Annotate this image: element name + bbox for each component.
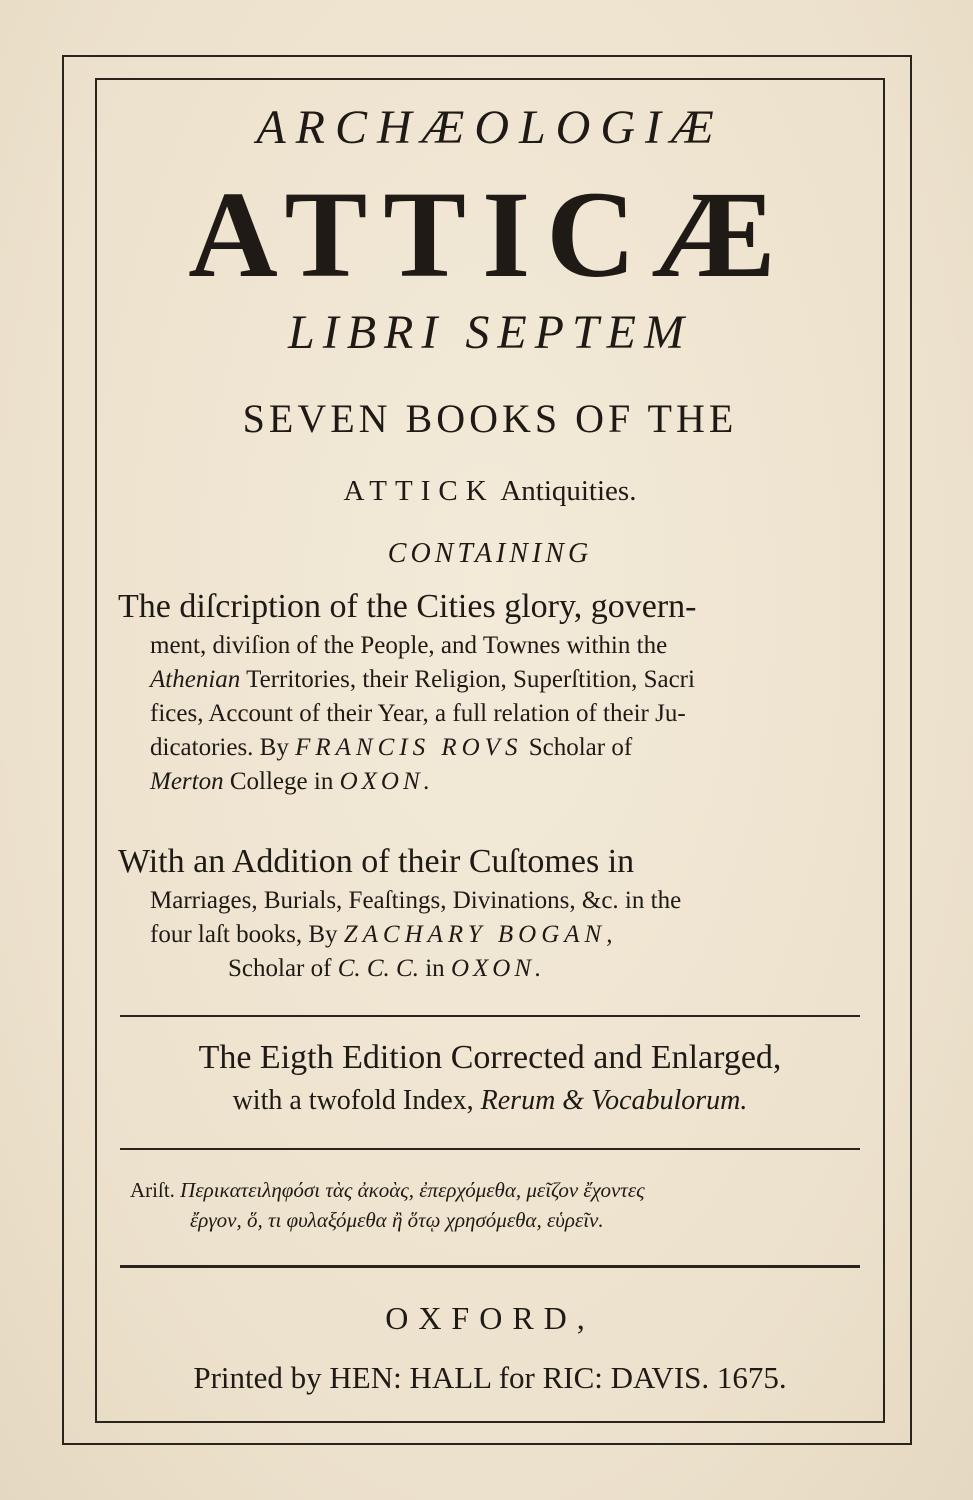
description-line-5 xyxy=(118,731,878,765)
description-line-2: ment, diviſion of the People, and Townes within the xyxy=(150,632,668,659)
oxon-word: OXON. xyxy=(339,768,434,795)
description-line-3 xyxy=(118,663,878,697)
addition-line-3 xyxy=(118,918,878,952)
athenian-word: Athenian xyxy=(150,666,241,693)
oxon-word-2: OXON. xyxy=(450,955,546,982)
addition-lead: With an Addition of their Cuſtomes in xyxy=(118,843,635,880)
description-line-4: fices, Account of their Year, a full relation of their Ju- xyxy=(150,700,686,727)
greek-quotation xyxy=(130,1175,860,1235)
subtitle-line-2 xyxy=(100,475,880,508)
author-francis-rous: FRANCIS ROVS xyxy=(295,734,523,761)
addition-line-2: Marriages, Burials, Feaſtings, Divinations, &c. in the xyxy=(150,887,682,914)
imprint-printer: Printed by HEN: HALL for RIC: DAVIS. 1675. xyxy=(193,1360,787,1395)
college-ccc: C. C. C. xyxy=(337,955,419,982)
description-lead: The diſcription of the Cities glory, govern- xyxy=(118,588,697,625)
title-line-2: ATTICÆ xyxy=(188,166,792,303)
subtitle-antiquities: Antiquities. xyxy=(500,475,637,507)
description-line-6 xyxy=(118,765,878,799)
quote-line-1-text: Περικατειληφόσι τὰς ἀκοὰς, ἐπερχόμεθα, μεῖζον ἔχοντες xyxy=(180,1178,645,1202)
addition-line-4-pre: Scholar of xyxy=(228,955,332,982)
containing-heading: CONTAINING xyxy=(387,538,593,569)
addition-line-3-pre: four laſt books, By xyxy=(150,921,338,948)
quote-attribution: Ariſt. xyxy=(130,1178,175,1202)
title-line-1: ARCHÆOLOGIÆ xyxy=(256,101,724,154)
rule-1 xyxy=(120,1015,860,1017)
subtitle-attick: ATTICK xyxy=(343,475,495,507)
merton-word: Merton xyxy=(150,768,224,795)
title-line-3: LIBRI SEPTEM xyxy=(288,306,692,359)
rule-3 xyxy=(120,1265,860,1268)
addition-line-4-mid: in xyxy=(425,955,445,982)
description-line-5-post: Scholar of xyxy=(528,734,633,761)
quote-line-1 xyxy=(130,1175,860,1205)
imprint-place: OXFORD, xyxy=(385,1300,595,1336)
description-line-3-text: Territories, their Religion, Superſtition, Sacri xyxy=(246,666,695,693)
addition-paragraph xyxy=(118,840,878,986)
description-line-6-mid: College in xyxy=(229,768,334,795)
description-paragraph xyxy=(118,585,878,799)
edition-line-2-pre: with a twofold Index, xyxy=(232,1085,474,1116)
addition-line-4 xyxy=(118,952,878,986)
quote-line-2: ἔργον, ὅ, τι φυλαξόμεθα ἢ ὅτῳ χρησόμεθα, εὑρεῖν. xyxy=(190,1208,604,1232)
edition-line-2 xyxy=(100,1081,880,1121)
subtitle-line-1: SEVEN BOOKS OF THE xyxy=(242,396,738,441)
edition-line-1: The Eigth Edition Corrected and Enlarged, xyxy=(198,1039,782,1076)
author-zachary-bogan: ZACHARY BOGAN, xyxy=(343,921,618,948)
description-line-5-pre: dicatories. By xyxy=(150,734,289,761)
index-title: Rerum & Vocabulorum. xyxy=(480,1085,748,1116)
rule-2 xyxy=(120,1148,860,1150)
edition-block xyxy=(100,1035,880,1121)
